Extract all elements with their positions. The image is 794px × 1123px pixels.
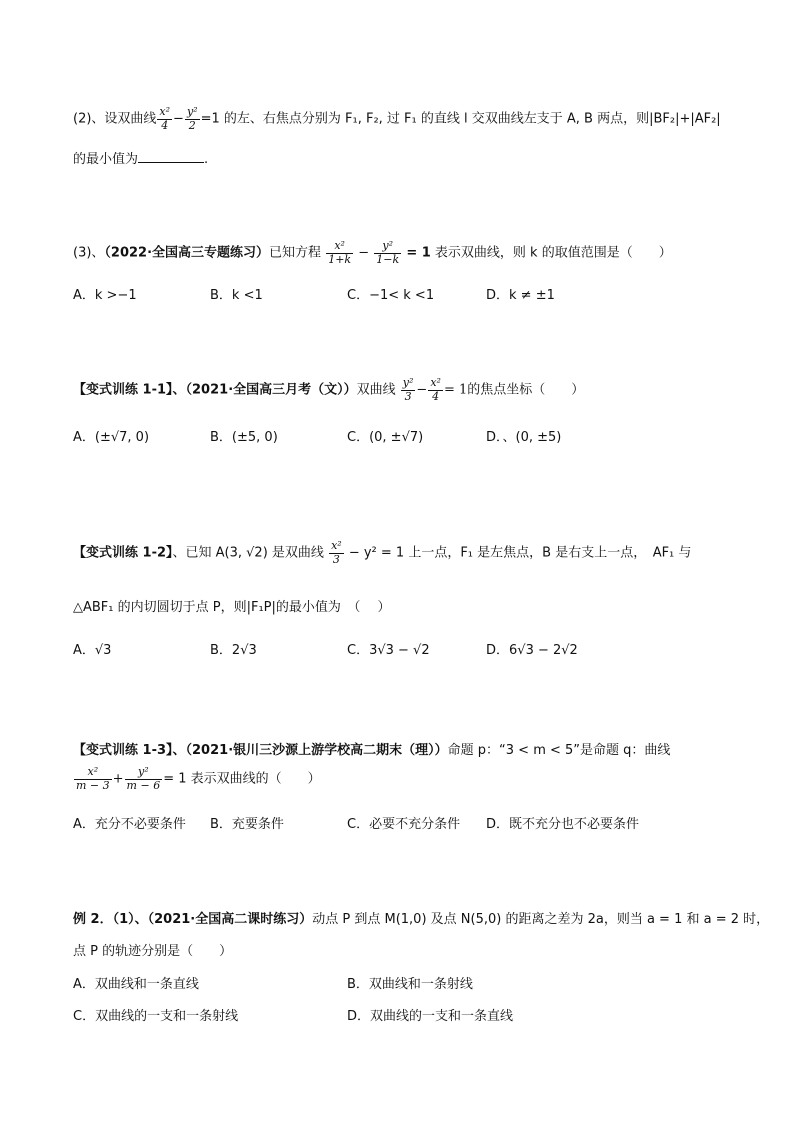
q2-line1: (2)、设双曲线 $\frac{\text{x²}}{4}$ − $\frac{\text{y²}}{2}$ =1 的左、右焦点分别为 F₁, F₂, 过 F₁ 的直线 l 交双曲线左支于 A, B 两点，则|BF₂|+|AF₂| [73, 105, 721, 132]
v13-option-d[interactable]: D．既不充分也不必要条件 [486, 817, 640, 832]
v13-tag: 【变式训练 1-3】 [73, 743, 173, 758]
q3-option-a[interactable]: A．k >−1 [73, 288, 137, 303]
q2-prefix: (2)、设双曲线 [73, 111, 157, 127]
ex2-option-a[interactable]: A．双曲线和一条直线 [73, 977, 199, 992]
v11-option-a[interactable]: A．(±√7, 0) [73, 430, 150, 445]
v13-line2: $\frac{\text{x²}}{m - 3}$ + $\frac{\text{y²}}{m - 6}$ = 1 表示双曲线的（ ） [76, 765, 321, 792]
v13-option-c[interactable]: C．必要不充分条件 [347, 817, 461, 832]
q3-option-c[interactable]: C．−1< k <1 [347, 288, 435, 303]
v11-source: 、（2021·全国高三月考（文）） [172, 382, 357, 398]
v12-tag: 【变式训练 1-2】 [73, 545, 173, 561]
v11-tag: 【变式训练 1-1】 [73, 382, 173, 398]
v11-fraction-y: $\frac{\text{y²}}{3}$ [402, 376, 414, 403]
v13-source: 、（2021·银川三沙源上游学校高二期末（理）） [172, 743, 448, 758]
ex2-source: （2021·全国高二课时练习） [147, 912, 313, 927]
q3-option-b[interactable]: B．k <1 [210, 288, 263, 303]
v12-stem: 【变式训练 1-2】、已知 A(3, √2) 是双曲线 $\frac{\text{x²}}{3}$ − y² = 1 上一点，F₁ 是左焦点，B 是右支上一点， AF₁ 与 [73, 539, 692, 566]
q3-option-d[interactable]: D．k ≠ ±1 [486, 288, 555, 303]
v12-option-c[interactable]: C．3√3 − √2 [347, 643, 430, 658]
q2-fraction-x: $\frac{\text{x²}}{4}$ [159, 105, 171, 132]
v12-line2: △ABF₁ 的内切圆切于点 P，则|F₁P|的最小值为 （ ） [73, 600, 391, 615]
q2-stem: =1 的左、右焦点分别为 F₁, F₂, 过 F₁ 的直线 l 交双曲线左支于 A, B 两点，则|BF₂|+|AF₂| [200, 111, 721, 127]
v12-option-a[interactable]: A．√3 [73, 643, 112, 658]
q3-fraction-x: $\frac{\text{x²}}{1+k}$ [328, 239, 352, 266]
v13-option-b[interactable]: B．充要条件 [210, 817, 284, 832]
v13-fraction-x: $\frac{\text{x²}}{m - 3}$ [76, 765, 110, 792]
v11-fraction-x: $\frac{\text{x²}}{4}$ [430, 376, 441, 403]
q3-fraction-y: $\frac{\text{y²}}{1-k}$ [376, 239, 400, 266]
ex2-option-c[interactable]: C．双曲线的一支和一条射线 [73, 1009, 239, 1024]
q2-fraction-y: $\frac{\text{y²}}{2}$ [186, 105, 198, 132]
v11-stem: 【变式训练 1-1】、（2021·全国高三月考（文））双曲线 $\frac{\text{y²}}{3}$ − $\frac{\text{x²}}{4}$ = 1的焦点坐标（ ） [73, 376, 585, 403]
v13-stem: 【变式训练 1-3】、（2021·银川三沙源上游学校高二期末（理））命题 p：“3 < m < 5”是命题 q：曲线 [73, 743, 671, 758]
v12-option-b[interactable]: B．2√3 [210, 643, 257, 658]
ex2-line2: 点 P 的轨迹分别是（ ） [73, 944, 233, 959]
ex2-stem: 例 2．（1）、（2021·全国高二课时练习）动点 P 到点 M(1,0) 及点 N(5,0) 的距离之差为 2a，则当 a = 1 和 a = 2 时， [73, 912, 770, 927]
q3-stem: (3)、（2022·全国高三专题练习）已知方程 $\frac{\text{x²}}{1+k}$ − $\frac{\text{y²}}{1-k}$ = 1 表示双曲线，则 k 的取值范围是（ ） [73, 239, 672, 266]
ex2-option-b[interactable]: B．双曲线和一条射线 [347, 977, 473, 992]
v12-option-d[interactable]: D．6√3 − 2√2 [486, 643, 578, 658]
ex2-tag: 例 2．（1）、 [73, 912, 148, 927]
q3-source: （2022·全国高三专题练习） [104, 245, 270, 261]
v11-option-c[interactable]: C．(0, ±√7) [347, 430, 424, 445]
v11-option-d[interactable]: D．、(0, ±5) [486, 430, 562, 445]
v12-fraction-x: $\frac{\text{x²}}{3}$ [331, 539, 342, 566]
q2-line2: 的最小值为 . [73, 152, 209, 167]
v13-option-a[interactable]: A．充分不必要条件 [73, 817, 186, 832]
v13-fraction-y: $\frac{\text{y²}}{m - 6}$ [126, 765, 161, 792]
ex2-option-d[interactable]: D．双曲线的一支和一条直线 [347, 1009, 514, 1024]
v11-option-b[interactable]: B．(±5, 0) [210, 430, 278, 445]
answer-blank[interactable] [138, 150, 204, 163]
